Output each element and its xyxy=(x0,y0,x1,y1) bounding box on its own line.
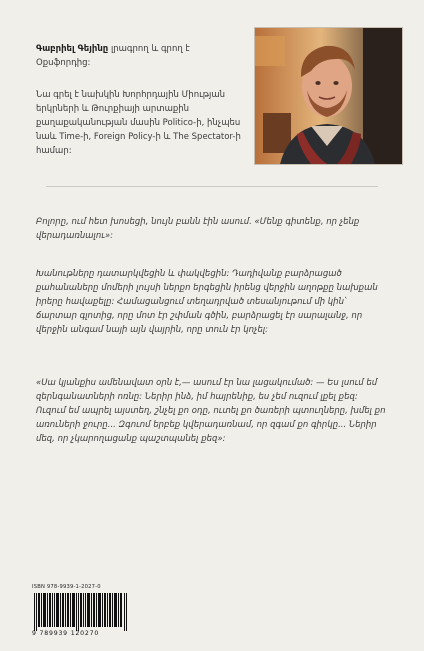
barcode-digits: 9 789939 120270 xyxy=(32,630,100,637)
author-portrait-illustration xyxy=(255,28,402,164)
author-name: Գաբրիել Գեյինը xyxy=(36,44,109,54)
author-intro xyxy=(36,42,236,70)
section-divider xyxy=(46,186,378,187)
author-photo xyxy=(254,27,403,165)
excerpt-paragraph-3: «Սա կյանքիս ամենավատ օրն է,— ասում էր նա լացակումած: — Ես լսում եմ զերնգանատների ոռնը: Ներիր ինձ, իմ հայրենիք, ես չեմ ուզում լքել քեզ: Ուզում եմ ապրել այստեղ, շնչել քո օդը, ուտել քո ծառերի պտուղները, խմել քո առուների ջուրը... Զգուոմ երբեք կվերադառնամ, որ զգամ քո գիրկը... Ներիր մեզ, որ չկարողացանք պաշտպանել քեզ»: xyxy=(36,378,386,444)
barcode-bars xyxy=(34,593,128,631)
author-intro-text: լրագրող և գրող է Օքսֆորդից: xyxy=(36,44,190,68)
author-bio: Նա գրել է նախկին Խորհրդային Միության երկրների և Թուրքիայի արտաքին քաղաքականության մասին Politico-ի, ինչպես նաև Time-ի, Foreign Policy-ի և The Spectator-ի համար: xyxy=(36,90,241,156)
isbn-label: ISBN 978-9939-1-2027-0 xyxy=(32,584,101,590)
isbn-barcode xyxy=(32,584,132,638)
excerpt-paragraph-2: Խանութները դատարկվեցին և փակվեցին: Դադիվանք բարձրացած քահանաները մոմերի լույսի ներքո երգեցին իրենց վերջին աղոթքը նախքան իրերը հավաքելը: Համացանցում տեղադրված տեսանյութում մի կին՝ ճարտար գլոտից, որը մոտ էր շփման գծին, բարձրացել էր սարալանջ, որ վերջին անգամ նայի այն վայրին, որը տուն էր կոչել: xyxy=(36,269,378,335)
excerpt-paragraph-1: Բոլորը, ում հետ խոսեցի, նույն բանն էին ասում. «Մենք գիտենք, որ չենք վերադառնալու»: xyxy=(36,217,360,241)
